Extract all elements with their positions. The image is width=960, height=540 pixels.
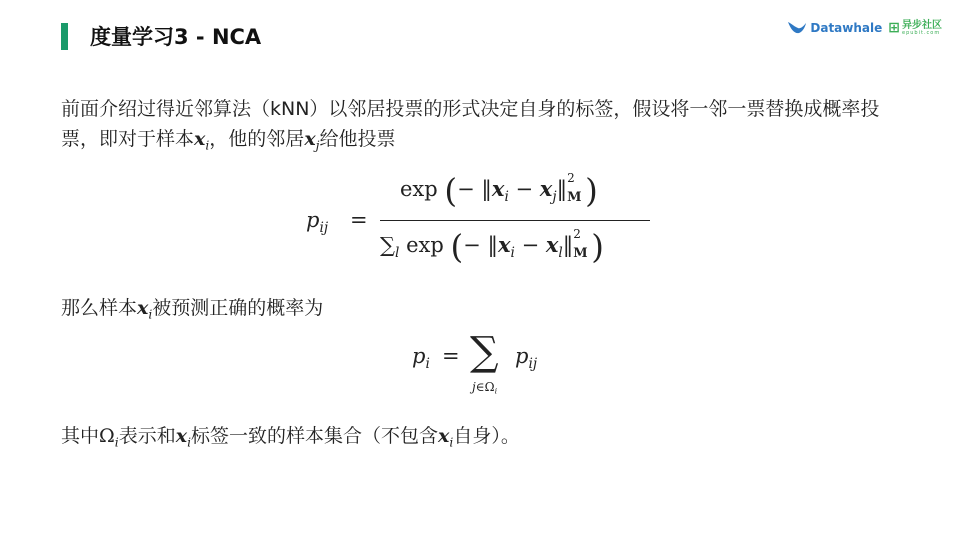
yibu-subtext: epubit.com	[902, 29, 941, 36]
summation-subscript: $j\in\Omega_i$	[472, 380, 498, 396]
whale-tail-icon	[787, 20, 807, 36]
yibu-mark-icon: ⊞	[888, 20, 900, 36]
omega-definition-paragraph: 其中$\Omega_i$表示和$x_i$标签一致的样本集合（不包含$x_i$自身）。	[61, 425, 520, 450]
yibu-text: 异步社区	[902, 19, 942, 31]
summation-sign: ∑	[470, 329, 499, 375]
datawhale-text: Datawhale	[810, 21, 883, 35]
formula-numerator: exp (− $‖x_i$ − $x_j‖$ 2 M )	[400, 170, 598, 210]
fraction-bar	[380, 220, 650, 221]
prediction-paragraph: 那么样本$x_i$被预测正确的概率为	[61, 297, 324, 322]
partner-logos	[787, 20, 942, 36]
datawhale-logo	[787, 20, 882, 36]
formula-denominator: $\sum_l$ exp (− $‖x_i$ − $x_l‖$ 2 M )	[380, 226, 604, 266]
intro-paragraph: 前面介绍过得近邻算法（kNN）以邻居投票的形式决定自身的标签，假设将一邻一票替换成概率投票，即对于样本$x_i$，他的邻居$x_j$给他投票	[61, 98, 880, 153]
correct-probability-formula: $p_i$ = ∑ $j\in\Omega_i$ $p_{ij}$	[412, 329, 538, 396]
page-title: 度量学习3 - NCA	[90, 25, 262, 49]
yibu-logo	[888, 20, 942, 36]
nca-probability-formula: $p_{ij}$ = exp (− $‖x_i$ − $x_j‖$ 2 M ) $\sum_l$ exp (− $‖x_i$ − $x_l‖$ 2 M )	[306, 166, 666, 278]
title-accent-bar	[61, 23, 68, 50]
